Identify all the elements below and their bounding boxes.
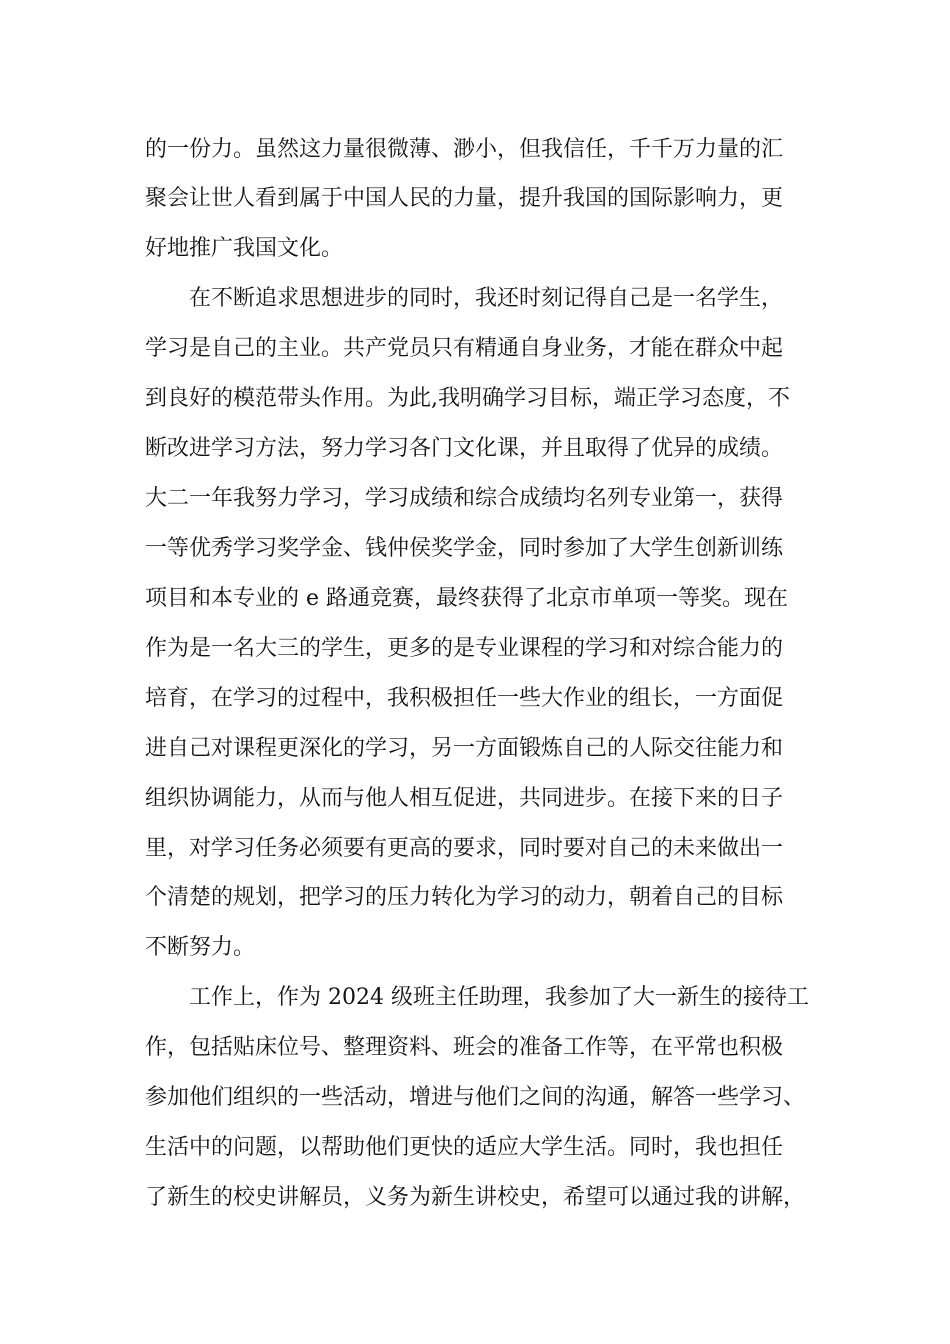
text-line: 生活中的问题，以帮助他们更快的适应大学生活。同时，我也担任 xyxy=(145,1135,784,1160)
text-line: 不断努力。 xyxy=(145,935,256,960)
text-line: 进自己对课程更深化的学习，另一方面锻炼自己的人际交往能力和 xyxy=(145,736,784,761)
text-line: 好地推广我国文化。 xyxy=(145,236,344,261)
text-line: 到良好的模范带头作用。为此,我明确学习目标，端正学习态度，不 xyxy=(145,386,790,411)
text-line: 个清楚的规划，把学习的压力转化为学习的动力，朝着自己的目标 xyxy=(145,885,784,910)
text-line: 参加他们组织的一些活动，增进与他们之间的沟通，解答一些学习、 xyxy=(145,1085,806,1110)
text-line: 作，包括贴床位号、整理资料、班会的准备工作等，在平常也积极 xyxy=(145,1035,784,1060)
paragraph-start-line: 在不断追求思想进步的同时，我还时刻记得自己是一名学生， xyxy=(189,286,784,311)
text-line: 组织协调能力，从而与他人相互促进，共同进步。在接下来的日子 xyxy=(145,786,784,811)
text-line: 项目和本专业的 e 路通竞赛，最终获得了北京市单项一等奖。现在 xyxy=(145,586,789,611)
text-line: 培育，在学习的过程中，我积极担任一些大作业的组长，一方面促 xyxy=(145,686,784,711)
text-line: 聚会让世人看到属于中国人民的力量，提升我国的国际影响力，更 xyxy=(145,186,784,211)
paragraph-start-line: 工作上，作为 2024 级班主任助理，我参加了大一新生的接待工 xyxy=(189,985,809,1010)
text-line: 了新生的校史讲解员，义务为新生讲校史，希望可以通过我的讲解， xyxy=(145,1185,806,1210)
text-line: 学习是自己的主业。共产党员只有精通自身业务，才能在群众中起 xyxy=(145,336,784,361)
text-line: 作为是一名大三的学生，更多的是专业课程的学习和对综合能力的 xyxy=(145,636,784,661)
text-line: 的一份力。虽然这力量很微薄、渺小，但我信任，千千万力量的汇 xyxy=(145,137,784,162)
text-line: 大二一年我努力学习，学习成绩和综合成绩均名列专业第一，获得 xyxy=(145,486,784,511)
text-line: 里，对学习任务必须要有更高的要求，同时要对自己的未来做出一 xyxy=(145,836,784,861)
text-line: 一等优秀学习奖学金、钱仲侯奖学金，同时参加了大学生创新训练 xyxy=(145,536,784,561)
text-line: 断改进学习方法，努力学习各门文化课，并且取得了优异的成绩。 xyxy=(145,436,784,461)
